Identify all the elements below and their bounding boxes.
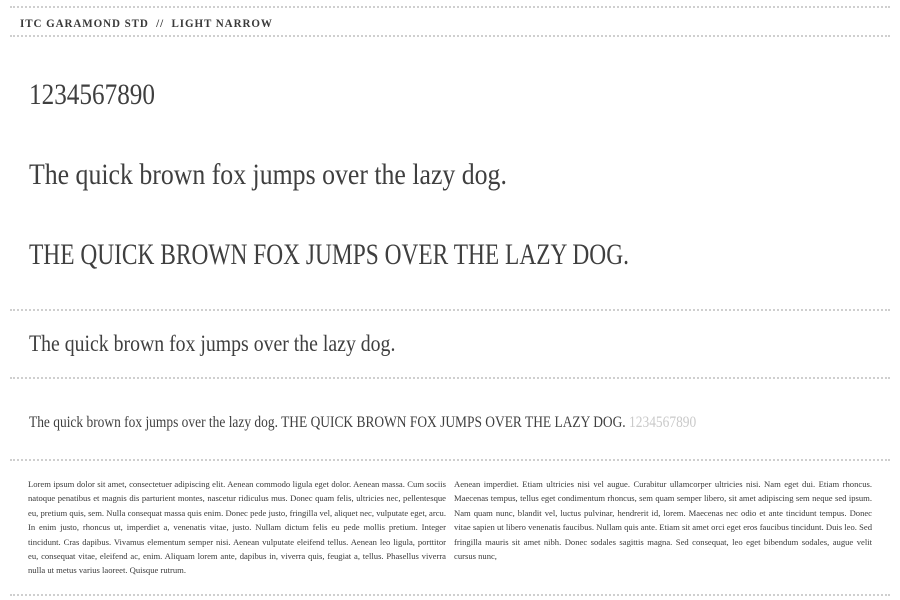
page-header [20,16,273,31]
uppercase-large-specimen: THE QUICK BROWN FOX JUMPS OVER THE LAZY DOG. [29,238,629,271]
body-text-column-2: Aenean imperdiet. Etiam ultricies nisi vel augue. Curabitur ullamcorper ultricies nisi. Nam eget dui. Etiam rhoncus. Maecenas tempus, tellus eget condimentum rhoncus, sem quam semper libero, sit amet adipiscing sem neque sed ipsum. Nam quam nunc, blandit vel, luctus pulvinar, hendrerit id, lorem. Maecenas nec odio et ante tincidunt tempus. Donec vitae sapien ut libero venenatis faucibus. Nullam quis ante. Etiam sit amet orci eget eros faucibus tincidunt. Duis leo. Sed fringilla mauris sit amet nibh. Donec sodales sagittis magna. Sed consequat, leo eget bibendum sodales, augue velit cursus nunc, [454,479,872,562]
numbers-specimen: 1234567890 [29,78,155,111]
mixed-numbers-text: 1234567890 [629,414,697,431]
mixed-upper-text: THE QUICK BROWN FOX JUMPS OVER THE LAZY DOG. [281,414,626,431]
header-rule-top [10,6,890,8]
header-separator: // [156,16,165,30]
divider-3 [10,459,890,461]
header-rule-bottom [10,35,890,37]
font-name: ITC GARAMOND STD [20,16,149,30]
style-name: LIGHT NARROW [171,16,273,30]
lowercase-medium-specimen: The quick brown fox jumps over the lazy dog. [29,331,396,356]
lowercase-large-specimen: The quick brown fox jumps over the lazy dog. [29,158,507,191]
mixed-small-specimen [29,414,696,432]
footer-rule [10,594,890,596]
mixed-lower-text: The quick brown fox jumps over the lazy dog. [29,414,278,431]
body-text-column-1: Lorem ipsum dolor sit amet, consectetuer adipiscing elit. Aenean commodo ligula eget dolor. Aenean massa. Cum sociis natoque penatibus et magnis dis parturient montes, nascetur ridiculus mus. Donec quam felis, ultricies nec, pellentesque eu, pretium quis, sem. Nulla consequat massa quis enim. Donec pede justo, fringilla vel, aliquet nec, vulputate eget, arcu. In enim justo, rhoncus ut, imperdiet a, venenatis vitae, justo. Nullam dictum felis eu pede mollis pretium. Integer tincidunt. Cras dapibus. Vivamus elementum semper nisi. Aenean vulputate eleifend tellus. Aenean leo ligula, porttitor eu, consequat vitae, eleifend ac, enim. Aliquam lorem ante, dapibus in, viverra quis, feugiat a, tellus. Phasellus viverra nulla ut metus varius laoreet. Quisque rutrum. [28,479,446,576]
divider-1 [10,309,890,311]
divider-2 [10,377,890,379]
